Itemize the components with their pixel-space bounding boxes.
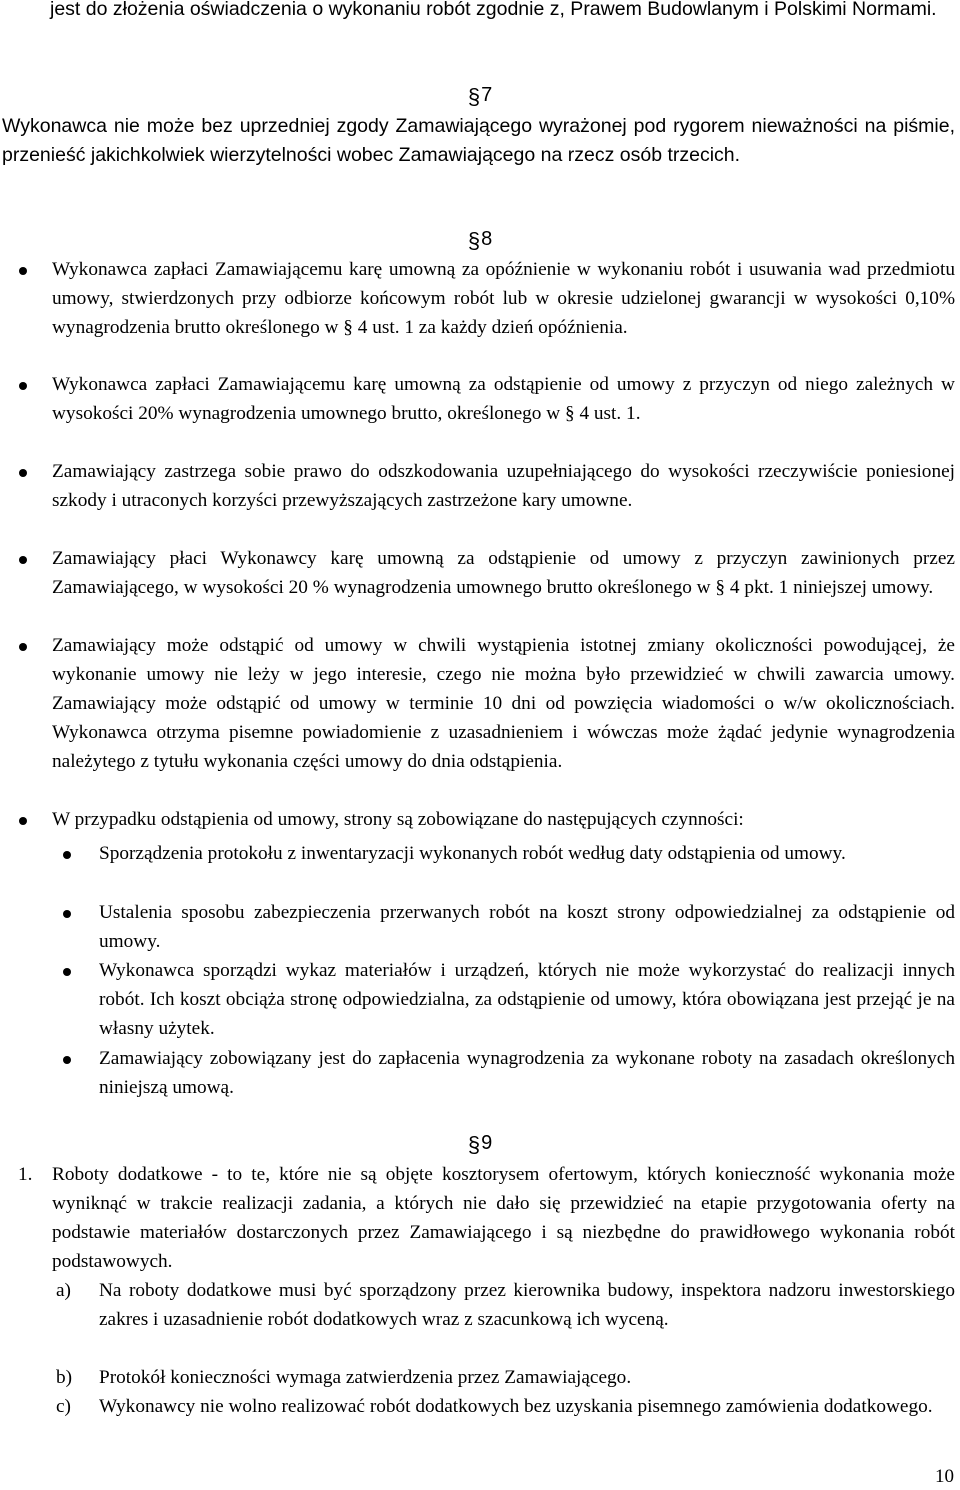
section-number: 9	[481, 1132, 493, 1154]
letter-label: b)	[56, 1367, 73, 1388]
sub-list-item: Wykonawca sporządzi wykaz materiałów i urządzeń, których nie może wykorzystać do realizacji innych robót. Ich koszt obciąża stronę odpowiedzialna, za odstąpienie od umowy, która obowiązana jest przejąć je na własny użytek.	[99, 960, 955, 1039]
sub-bullet-dot	[63, 851, 71, 859]
numbered-item: Roboty dodatkowe - to te, które nie są objęte kosztorysem ofertowym, których konieczność wykonania może wyniknąć w trakcie realizacji zadania, a których nie dało się przewidzieć na etapie przygotowania oferty na podstawie materiałów dostarczonych przez Zamawiającego i są niezbędne do prawidłowego wykonania robót podstawowych.	[52, 1164, 955, 1272]
sub-list-item: Ustalenia sposobu zabezpieczenia przerwanych robót na koszt strony odpowiedzialnej za odstąpienie od umowy.	[99, 902, 955, 952]
bullet-dot	[19, 382, 27, 390]
section-9-heading	[0, 1132, 960, 1158]
sub-bullet-dot	[63, 910, 71, 918]
section-7-heading	[0, 84, 960, 110]
section-symbol: §	[467, 84, 481, 109]
page-number: 10	[935, 1466, 954, 1487]
sub-bullet-dot	[63, 968, 71, 976]
list-item: Wykonawca zapłaci Zamawiającemu karę umowną za opóźnienie w wykonaniu robót i usuwania wad przedmiotu umowy, stwierdzonych przy odbiorze końcowym robót lub w okresie udzielonej gwarancji w wysokości 0,10% wynagrodzenia brutto określonego w § 4 ust. 1 za każdy dzień opóźnienia.	[52, 259, 955, 338]
sub-list-item: Sporządzenia protokołu z inwentaryzacji wykonanych robót według daty odstąpienia od umowy.	[99, 843, 846, 864]
section-symbol: §	[467, 228, 481, 253]
list-item: Zamawiający zastrzega sobie prawo do odszkodowania uzupełniającego do wysokości rzeczywiście poniesionej szkody i utraconych korzyści przewyższających zastrzeżone kary umowne.	[52, 461, 955, 511]
item-number: 1.	[18, 1164, 33, 1185]
intro-paragraph: jest do złożenia oświadczenia o wykonaniu robót zgodnie z, Prawem Budowlanym i Polskimi Normami.	[50, 0, 937, 20]
bullet-dot	[19, 267, 27, 275]
bullet-dot	[19, 817, 27, 825]
section-number: 7	[481, 84, 493, 106]
list-item: Zamawiający płaci Wykonawcy karę umowną za odstąpienie od umowy z przyczyn zawinionych przez Zamawiającego, w wysokości 20 % wynagrodzenia umownego brutto określonego w § 4 pkt. 1 niniejszej umowy.	[52, 548, 955, 598]
section-symbol: §	[467, 1132, 481, 1157]
letter-label: c)	[56, 1396, 71, 1417]
section-7-text: Wykonawca nie może bez uprzedniej zgody Zamawiającego wyrażonej pod rygorem nieważności na piśmie, przenieść jakichkolwiek wierzytelności wobec Zamawiającego na rzecz osób trzecich.	[2, 115, 955, 166]
lettered-item: Wykonawcy nie wolno realizować robót dodatkowych bez uzyskania pisemnego zamówienia dodatkowego.	[99, 1396, 933, 1417]
section-8-heading	[0, 228, 960, 254]
section-number: 8	[481, 228, 493, 250]
bullet-dot	[19, 556, 27, 564]
lettered-item: Protokół konieczności wymaga zatwierdzenia przez Zamawiającego.	[99, 1367, 632, 1388]
list-item: Zamawiający może odstąpić od umowy w chwili wystąpienia istotnej zmiany okoliczności powodującej, że wykonanie umowy nie leży w jego interesie, czego nie można było przewidzieć w chwili zawarcia umowy. Zamawiający może odstąpić od umowy w terminie 10 dni od powzięcia wiadomości o w/w okolicznościach. Wykonawca otrzyma pisemne powiadomienie z uzasadnieniem i wówczas może żądać jedynie wynagrodzenia należytego z tytułu wykonania części umowy do dnia odstąpienia.	[52, 635, 955, 772]
letter-label: a)	[56, 1280, 71, 1301]
list-item: W przypadku odstąpienia od umowy, strony są zobowiązane do następujących czynności:	[52, 809, 744, 830]
lettered-item: Na roboty dodatkowe musi być sporządzony przez kierownika budowy, inspektora nadzoru inwestorskiego zakres i uzasadnienie robót dodatkowych wraz z szacunkową ich wyceną.	[99, 1280, 955, 1330]
bullet-dot	[19, 469, 27, 477]
bullet-dot	[19, 643, 27, 651]
sub-list-item: Zamawiający zobowiązany jest do zapłacenia wynagrodzenia za wykonane roboty na zasadach określonych niniejszą umową.	[99, 1048, 955, 1098]
list-item: Wykonawca zapłaci Zamawiającemu karę umowną za odstąpienie od umowy z przyczyn od niego zależnych w wysokości 20% wynagrodzenia umownego brutto, określonego w § 4 ust. 1.	[52, 374, 955, 424]
sub-bullet-dot	[63, 1056, 71, 1064]
